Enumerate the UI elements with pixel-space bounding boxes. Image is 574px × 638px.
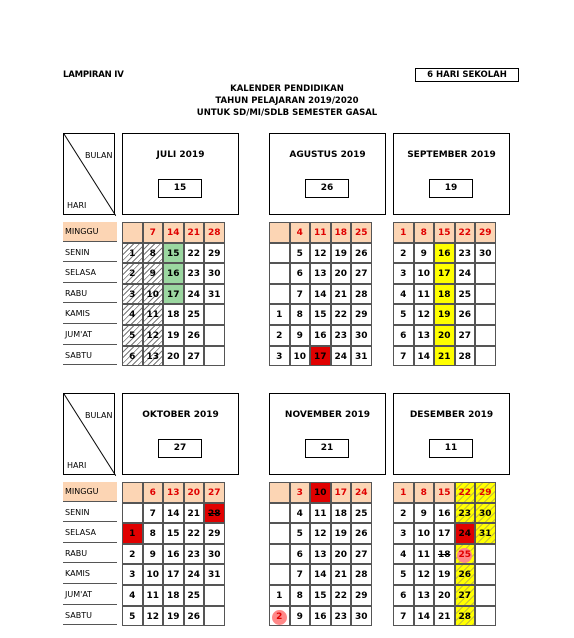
day-cell: 26: [351, 243, 372, 264]
day-cell: 29: [475, 222, 496, 243]
day-cell: [269, 243, 290, 264]
day-cell: 13: [414, 585, 435, 606]
day-cell: 8: [414, 222, 435, 243]
day-cell: 13: [414, 325, 435, 346]
day-cell: 30: [351, 325, 372, 346]
effective-days-count: 11: [429, 439, 473, 458]
day-cell: 16: [163, 544, 184, 565]
day-cell: 26: [184, 606, 205, 627]
day-cell: 30: [351, 606, 372, 627]
day-cell: 19: [331, 523, 352, 544]
day-cell: 4: [290, 222, 311, 243]
day-cell: 12: [143, 325, 164, 346]
hari-label: HARI: [67, 201, 87, 210]
day-cell: 18: [331, 503, 352, 524]
day-cell: [475, 304, 496, 325]
day-cell: 21: [434, 606, 455, 627]
day-cell: 7: [393, 606, 414, 627]
day-label: SABTU: [63, 346, 117, 366]
day-cell: 30: [475, 243, 496, 264]
day-cell: 26: [351, 523, 372, 544]
day-cell: 15: [163, 523, 184, 544]
day-cell: 11: [414, 284, 435, 305]
day-cell: 3: [393, 523, 414, 544]
day-cell: 5: [290, 243, 311, 264]
day-cell: 7: [393, 346, 414, 367]
day-cell: 6: [122, 346, 143, 367]
day-cell: 5: [122, 325, 143, 346]
day-cell: 17: [310, 346, 331, 367]
day-cell: 12: [414, 564, 435, 585]
day-cell: 9: [414, 503, 435, 524]
day-cell: [204, 585, 225, 606]
day-cell: 25: [184, 304, 205, 325]
bulan-label: BULAN: [85, 151, 113, 160]
day-cell: 11: [143, 585, 164, 606]
day-label: SENIN: [63, 503, 117, 523]
day-cell: 3: [290, 482, 311, 503]
day-cell: 6: [393, 585, 414, 606]
day-cell: 14: [310, 564, 331, 585]
month-header-box: [269, 133, 386, 215]
day-cell: 14: [414, 606, 435, 627]
day-cell: 24: [455, 263, 476, 284]
day-cell: [475, 346, 496, 367]
day-cell: 26: [455, 304, 476, 325]
day-cell: 23: [184, 544, 205, 565]
day-cell: 1: [393, 482, 414, 503]
day-cell: [204, 325, 225, 346]
day-label: KAMIS: [63, 304, 117, 324]
day-cell: 24: [351, 482, 372, 503]
day-cell: 19: [331, 243, 352, 264]
day-cell: 13: [143, 346, 164, 367]
day-cell: 4: [393, 544, 414, 565]
day-cell: 31: [204, 284, 225, 305]
day-cell: 29: [351, 585, 372, 606]
day-cell: 24: [184, 284, 205, 305]
day-cell: 18: [434, 284, 455, 305]
day-cell: 30: [204, 544, 225, 565]
day-cell: 20: [434, 585, 455, 606]
day-cell: 21: [184, 503, 205, 524]
day-cell: [269, 523, 290, 544]
day-cell: 24: [184, 564, 205, 585]
day-cell: 19: [434, 304, 455, 325]
day-cell: 15: [434, 482, 455, 503]
day-cell: 4: [393, 284, 414, 305]
day-cell: 20: [331, 263, 352, 284]
day-cell: 16: [434, 243, 455, 264]
day-cell: 10: [414, 523, 435, 544]
day-cell: 28: [455, 606, 476, 627]
day-label: SABTU: [63, 606, 117, 626]
day-cell: 14: [163, 222, 184, 243]
day-cell: 8: [143, 243, 164, 264]
day-cell: 12: [310, 243, 331, 264]
month-name: SEPTEMBER 2019: [407, 150, 496, 160]
day-cell: 16: [310, 325, 331, 346]
day-cell: 25: [351, 503, 372, 524]
day-cell: 1: [269, 304, 290, 325]
day-cell: 14: [414, 346, 435, 367]
day-cell: 17: [163, 564, 184, 585]
day-cell: 10: [310, 482, 331, 503]
day-cell: 6: [290, 263, 311, 284]
day-cell: 12: [310, 523, 331, 544]
day-cell: [269, 482, 290, 503]
day-cell: 6: [393, 325, 414, 346]
day-cell: 9: [290, 606, 311, 627]
day-label: MINGGU: [63, 482, 117, 502]
day-cell: [269, 263, 290, 284]
day-cell: 10: [290, 346, 311, 367]
month-header-box: [269, 393, 386, 475]
day-cell: 9: [290, 325, 311, 346]
day-cell: 6: [143, 482, 164, 503]
day-cell: 27: [204, 482, 225, 503]
day-cell: 23: [184, 263, 205, 284]
day-label: KAMIS: [63, 564, 117, 584]
month-header-box: [393, 393, 510, 475]
day-cell: 29: [204, 243, 225, 264]
day-cell: [475, 284, 496, 305]
day-cell: 22: [331, 585, 352, 606]
day-cell: 20: [184, 482, 205, 503]
day-cell: 9: [143, 544, 164, 565]
day-cell: 4: [290, 503, 311, 524]
month-name: OKTOBER 2019: [142, 410, 219, 420]
day-cell: 26: [455, 564, 476, 585]
day-cell: 3: [393, 263, 414, 284]
day-cell: 2: [122, 544, 143, 565]
day-label: SELASA: [63, 523, 117, 543]
day-cell: [475, 325, 496, 346]
day-label: RABU: [63, 544, 117, 564]
day-cell: 11: [310, 222, 331, 243]
day-cell: 25: [455, 284, 476, 305]
day-cell: 5: [393, 564, 414, 585]
effective-days-count: 15: [158, 179, 202, 198]
day-cell: 12: [143, 606, 164, 627]
day-cell: 8: [290, 304, 311, 325]
day-cell: 9: [143, 263, 164, 284]
day-cell: 13: [310, 263, 331, 284]
title-line-1: KALENDER PENDIDIKAN: [230, 84, 344, 94]
effective-days-count: 21: [305, 439, 349, 458]
month-name: JULI 2019: [156, 150, 205, 160]
day-cell: 29: [475, 482, 496, 503]
day-cell: 25: [184, 585, 205, 606]
day-cell: 16: [434, 503, 455, 524]
day-cell: 28: [204, 503, 225, 524]
day-cell: 3: [122, 564, 143, 585]
day-cell: 27: [455, 585, 476, 606]
day-cell: 31: [204, 564, 225, 585]
day-cell: 18: [163, 585, 184, 606]
day-label: MINGGU: [63, 222, 117, 242]
day-cell: [204, 346, 225, 367]
day-cell: 14: [310, 284, 331, 305]
day-cell: 18: [331, 222, 352, 243]
day-label: JUM'AT: [63, 585, 117, 605]
day-cell: [475, 544, 496, 565]
day-cell: 22: [455, 482, 476, 503]
day-cell: 30: [475, 503, 496, 524]
school-days-badge: 6 HARI SEKOLAH: [415, 68, 519, 82]
day-cell: 28: [351, 564, 372, 585]
day-cell: [475, 263, 496, 284]
day-cell: [269, 564, 290, 585]
day-cell: 17: [434, 523, 455, 544]
day-cell: 31: [475, 523, 496, 544]
day-cell: 22: [455, 222, 476, 243]
day-cell: 27: [184, 346, 205, 367]
day-cell: 5: [122, 606, 143, 627]
day-cell: 8: [143, 523, 164, 544]
day-cell: 5: [290, 523, 311, 544]
day-cell: [269, 222, 290, 243]
lampiran-label: LAMPIRAN IV: [63, 70, 124, 80]
day-cell: 10: [143, 564, 164, 585]
day-cell: 2: [393, 503, 414, 524]
day-cell: 20: [163, 346, 184, 367]
day-cell: 7: [290, 284, 311, 305]
hari-label: HARI: [67, 461, 87, 470]
day-cell: 21: [434, 346, 455, 367]
title-line-2: TAHUN PELAJARAN 2019/2020: [215, 96, 359, 106]
day-cell: 26: [184, 325, 205, 346]
day-cell: [122, 482, 143, 503]
day-cell: 21: [331, 284, 352, 305]
day-cell: 7: [290, 564, 311, 585]
day-cell: 16: [163, 263, 184, 284]
effective-days-count: 26: [305, 179, 349, 198]
day-cell: 25: [455, 544, 476, 565]
day-cell: 7: [143, 222, 164, 243]
day-cell: 18: [163, 304, 184, 325]
day-cell: 16: [310, 606, 331, 627]
day-cell: 15: [163, 243, 184, 264]
day-cell: 25: [351, 222, 372, 243]
day-cell: [204, 606, 225, 627]
day-cell: 21: [331, 564, 352, 585]
day-cell: 29: [351, 304, 372, 325]
day-cell: 8: [290, 585, 311, 606]
day-cell: 27: [455, 325, 476, 346]
day-label: SELASA: [63, 263, 117, 283]
day-cell: [475, 606, 496, 627]
effective-days-count: 19: [429, 179, 473, 198]
day-cell: 2: [122, 263, 143, 284]
day-cell: 13: [163, 482, 184, 503]
day-cell: [269, 544, 290, 565]
title-line-3: UNTUK SD/MI/SDLB SEMESTER GASAL: [196, 108, 378, 118]
day-cell: 6: [290, 544, 311, 565]
day-cell: 13: [310, 544, 331, 565]
effective-days-count: 27: [158, 439, 202, 458]
day-cell: 1: [393, 222, 414, 243]
day-cell: [475, 585, 496, 606]
day-cell: [269, 284, 290, 305]
day-cell: [269, 503, 290, 524]
day-cell: 4: [122, 585, 143, 606]
day-cell: 23: [331, 606, 352, 627]
day-cell: 23: [331, 325, 352, 346]
day-cell: 19: [163, 325, 184, 346]
day-cell: 7: [143, 503, 164, 524]
day-label: RABU: [63, 284, 117, 304]
day-cell: 22: [184, 243, 205, 264]
day-cell: 2: [269, 325, 290, 346]
day-cell: 19: [434, 564, 455, 585]
day-cell: 17: [434, 263, 455, 284]
day-cell: 28: [204, 222, 225, 243]
day-cell: 3: [122, 284, 143, 305]
day-cell: 15: [310, 304, 331, 325]
day-cell: 1: [122, 243, 143, 264]
month-name: NOVEMBER 2019: [284, 410, 371, 420]
day-cell: 20: [434, 325, 455, 346]
day-cell: 1: [269, 585, 290, 606]
month-name: DESEMBER 2019: [409, 410, 494, 420]
day-cell: 17: [331, 482, 352, 503]
day-cell: [122, 503, 143, 524]
day-cell: 28: [351, 284, 372, 305]
day-cell: 28: [455, 346, 476, 367]
month-header-box: [122, 393, 239, 475]
day-cell: 11: [143, 304, 164, 325]
day-cell: 10: [143, 284, 164, 305]
day-cell: 19: [163, 606, 184, 627]
day-cell: 9: [414, 243, 435, 264]
day-cell: 8: [414, 482, 435, 503]
day-cell: [475, 564, 496, 585]
day-cell: [122, 222, 143, 243]
day-cell: 21: [184, 222, 205, 243]
month-header-box: [122, 133, 239, 215]
day-cell: 31: [351, 346, 372, 367]
bulan-label: BULAN: [85, 411, 113, 420]
day-cell: 24: [455, 523, 476, 544]
day-cell: 23: [455, 503, 476, 524]
day-cell: 10: [414, 263, 435, 284]
day-cell: 18: [434, 544, 455, 565]
day-cell: 4: [122, 304, 143, 325]
day-label: SENIN: [63, 243, 117, 263]
month-name: AGUSTUS 2019: [289, 150, 366, 160]
day-cell: 22: [184, 523, 205, 544]
day-cell: 27: [351, 263, 372, 284]
day-cell: 12: [414, 304, 435, 325]
day-label: JUM'AT: [63, 325, 117, 345]
day-cell: 30: [204, 263, 225, 284]
day-cell: 15: [434, 222, 455, 243]
day-cell: 1: [122, 523, 143, 544]
day-cell: 29: [204, 523, 225, 544]
day-cell: [204, 304, 225, 325]
day-cell: 27: [351, 544, 372, 565]
day-cell: 14: [163, 503, 184, 524]
day-cell: 2: [393, 243, 414, 264]
day-cell: 3: [269, 346, 290, 367]
day-cell: 2: [269, 606, 290, 627]
day-cell: 11: [414, 544, 435, 565]
day-cell: 22: [331, 304, 352, 325]
month-header-box: [393, 133, 510, 215]
day-cell: 15: [310, 585, 331, 606]
day-cell: 17: [163, 284, 184, 305]
day-cell: 11: [310, 503, 331, 524]
day-cell: 20: [331, 544, 352, 565]
day-cell: 23: [455, 243, 476, 264]
day-cell: 24: [331, 346, 352, 367]
day-cell: 5: [393, 304, 414, 325]
